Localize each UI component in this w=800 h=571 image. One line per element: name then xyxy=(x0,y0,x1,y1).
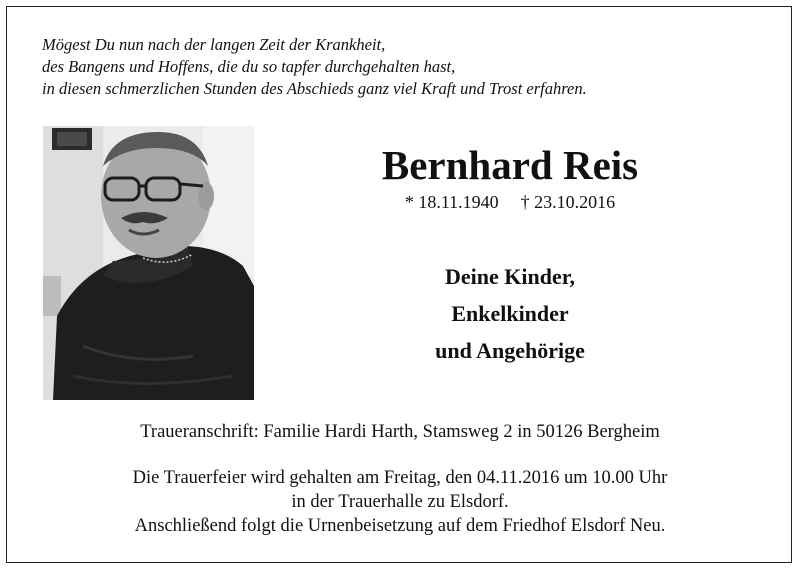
funeral-service-info xyxy=(0,466,800,538)
service-line-1: Die Trauerfeier wird gehalten am Freitag, den 04.11.2016 um 10.00 Uhr xyxy=(132,468,668,488)
mourners-line-1: Deine Kinder, xyxy=(445,264,575,289)
death-date: † 23.10.2016 xyxy=(520,192,616,212)
poem-line-1: Mögest Du nun nach der langen Zeit der Krankheit, xyxy=(42,35,386,54)
poem-line-3: in diesen schmerzlichen Stunden des Abschieds ganz viel Kraft und Trost erfahren. xyxy=(42,79,587,98)
birth-date: * 18.11.1940 xyxy=(404,192,499,212)
mourning-address: Traueranschrift: Familie Hardi Harth, Stamsweg 2 in 50126 Bergheim xyxy=(140,422,660,442)
mourners-block xyxy=(300,258,720,369)
mourners-line-2: Enkelkinder xyxy=(451,301,569,326)
poem-line-2: des Bangens und Hoffens, die du so tapfer durchgehalten hast, xyxy=(42,57,456,76)
life-dates xyxy=(300,189,720,215)
mourners-line-3: und Angehörige xyxy=(435,338,585,363)
service-line-3: Anschließend folgt die Urnenbeisetzung auf dem Friedhof Elsdorf Neu. xyxy=(134,516,666,536)
portrait-photo xyxy=(43,126,254,400)
service-line-2: in der Trauerhalle zu Elsdorf. xyxy=(291,492,509,512)
deceased-name: Bernhard Reis xyxy=(381,142,639,188)
poem-verse xyxy=(42,34,742,100)
